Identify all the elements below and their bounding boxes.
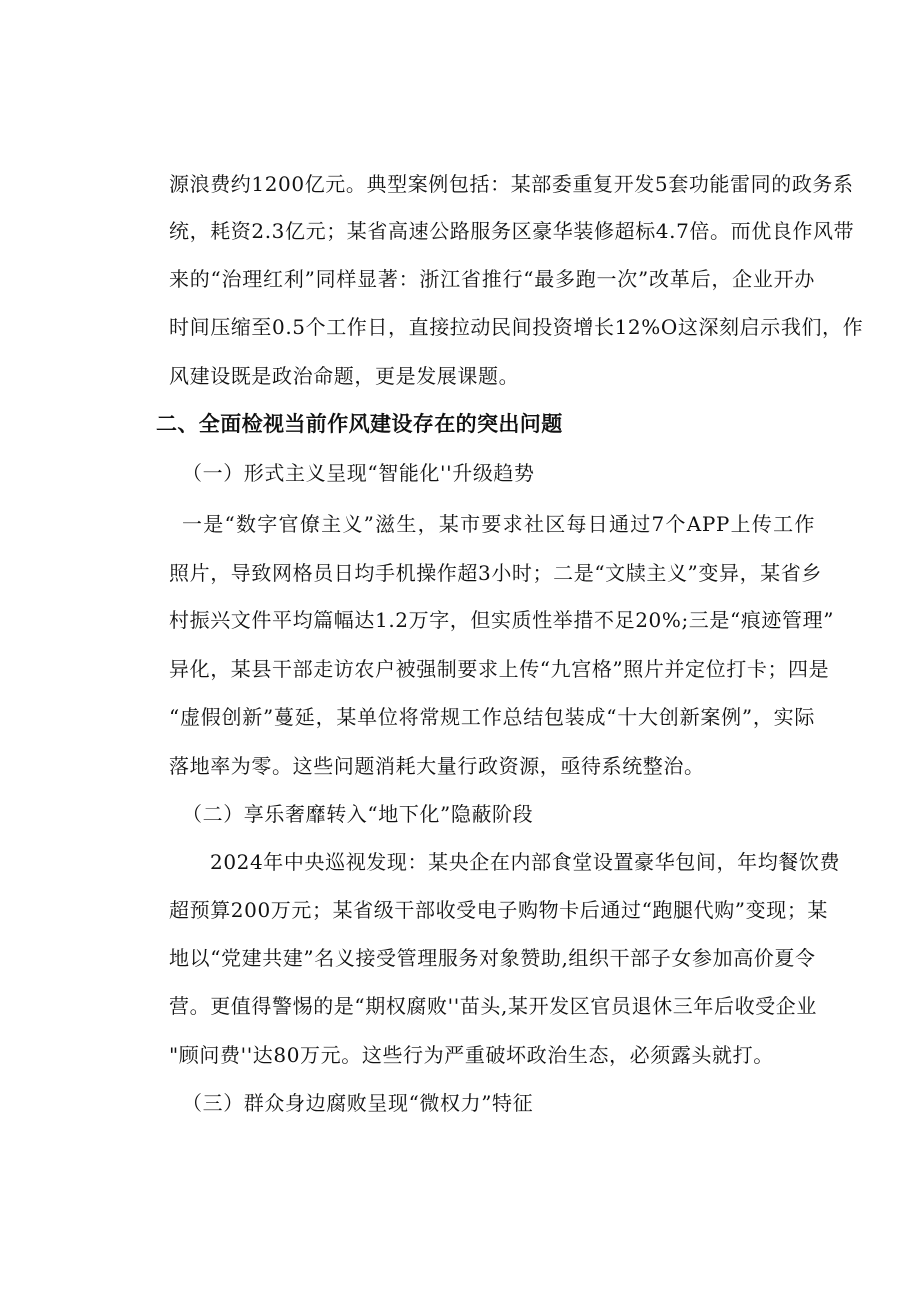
paragraph-line: 2024年中央巡视发现：某央企在内部食堂设置豪华包间，年均餐饮费 [210,850,841,874]
paragraph-line: “虚假创新”蔓延，某单位将常规工作总结包装成“十大创新案例”，实际 [169,705,815,729]
paragraph-line: 统，耗资2.3亿元；某省高速公路服务区豪华装修超标4.7倍。而优良作风带 [169,219,855,243]
paragraph-line: 时间压缩至0.5个工作日，直接拉动民间投资增长12%O这深刻启示我们，作 [169,315,864,339]
paragraph-line: 村振兴文件平均篇幅达1.2万字，但实质性举措不足20%;三是“痕迹管理” [169,608,835,632]
subsection-heading: （二）享乐奢靡转入“地下化”隐蔽阶段 [182,802,534,826]
paragraph-line: 营。更值得警惕的是“期权腐败''苗头,某开发区官员退休三年后收受企业 [169,994,817,1018]
paragraph-line: 一是“数字官僚主义”滋生，某市要求社区每日通过7个APP上传工作 [182,512,815,536]
paragraph-line: 落地率为零。这些问题消耗大量行政资源，亟待系统整治。 [169,754,705,778]
paragraph-line: 超预算200万元；某省级干部收受电子购物卡后通过“跑腿代购”变现；某 [169,898,829,922]
paragraph-line: 源浪费约1200亿元。典型案例包括：某部委重复开发5套功能雷同的政务系 [169,172,854,196]
paragraph-line: "顾问费''达80万元。这些行为严重破坏政治生态，必须露头就打。 [169,1043,774,1067]
paragraph-line: 地以“党建共建”名义接受管理服务对象赞助,组织干部子女参加高价夏令 [169,946,816,970]
paragraph-line: 来的“治理红利”同样显著：浙江省推行“最多跑一次”改革后，企业开办 [169,267,815,291]
paragraph-line: 照片，导致网格员日均手机操作超3小时；二是“文牍主义”变异，某省乡 [169,561,822,585]
paragraph-line: 风建设既是政治命题，更是发展课题。 [169,364,520,388]
subsection-heading: （三）群众身边腐败呈现“微权力”特征 [182,1091,534,1115]
paragraph-line: 异化，某县干部走访农户被强制要求上传“九宫格”照片并定位打卡；四是 [169,657,830,681]
subsection-heading: （一）形式主义呈现“智能化''升级趋势 [182,461,535,485]
section-heading: 二、全面检视当前作风建设存在的突出问题 [156,412,563,436]
